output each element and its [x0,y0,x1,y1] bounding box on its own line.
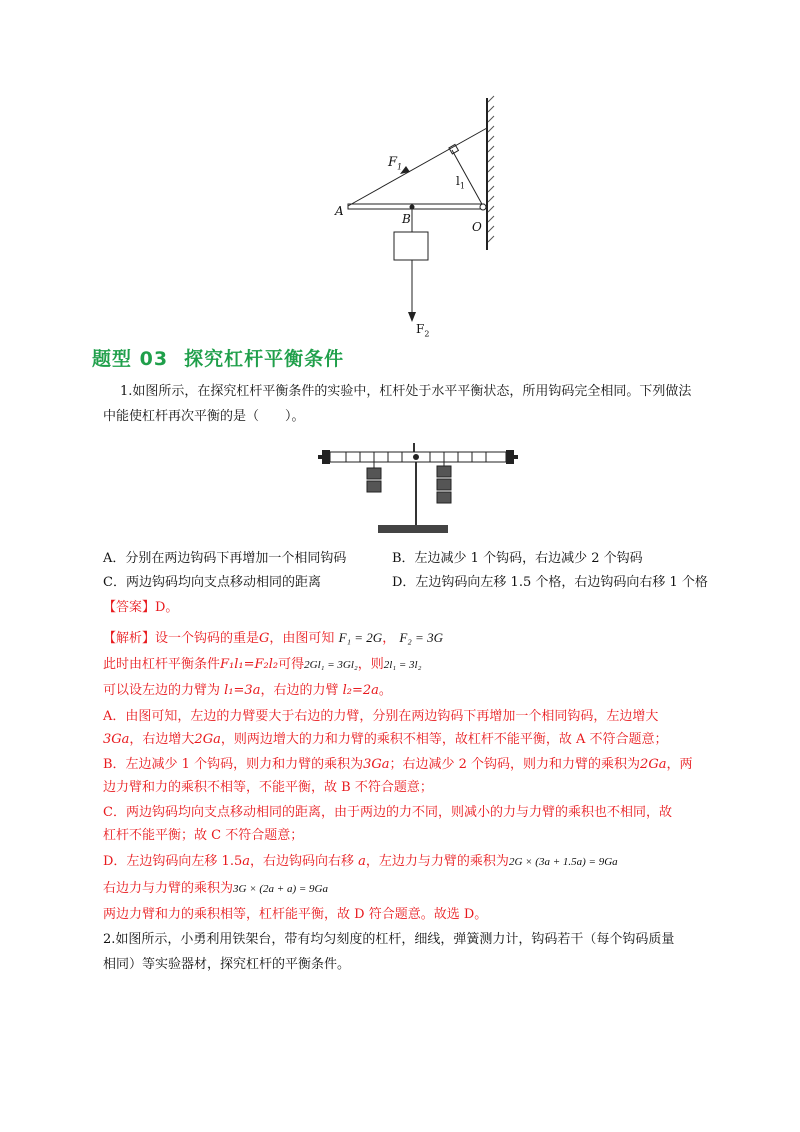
analysis-line2: 此时由杠杆平衡条件F₁l₁=F₂l₂可得2Gl₁ = 3Gl₂，则2l₁ = 3l₂ [103,657,422,672]
q2-line1: 2.如图所示，小勇利用铁架台，带有均匀刻度的杠杆，细线，弹簧测力计，钩码若干（每个钩码质量 [103,932,675,947]
label-l1: $l_1$ [456,174,465,191]
section-prefix: 题型 03 [92,348,169,370]
lever-force-diagram [330,90,510,340]
analysis-b-line1: B．左边减少 1 个钩码，则力和力臂的乘积为3Ga；右边减少 2 个钩码，则力和力臂的乘积为2Ga，两 [103,757,693,772]
analysis-line3: 可以设左边的力臂为 l₁=3a，右边的力臂 l₂=2a。 [103,683,392,698]
eq-f1: F₁ = 2G [338,630,383,645]
analysis-c-line1: C．两边钩码均向支点移动相同的距离，由于两边的力不同，则减小的力与力臂的乘积也不相同，故 [103,805,672,820]
analysis-a-line2: 3Ga，右边增大2Ga，则两边增大的力和力臂的乘积不相等，故杠杆不能平衡，故 A 不符合题意； [103,732,668,747]
q1-answer: 【答案】D。 [103,600,179,615]
section-heading: 探究杠杆平衡条件 [184,348,345,370]
q2-line2: 相同）等实验器材，探究杠杆的平衡条件。 [103,957,351,972]
analysis-c-line2: 杠杆不能平衡；故 C 不符合题意； [103,828,304,843]
analysis-a-line1: A．由图可知，左边的力臂要大于右边的力臂，分别在两边钩码下再增加一个相同钩码，左边增大 [103,709,659,724]
analysis-d-line2: 右边力与力臂的乘积为3G × (2a + a) = 9Ga [103,881,328,896]
label-F1: $F_1$ [388,155,403,172]
lever-balance-apparatus [316,438,522,538]
q1-stem-line2: 中能使杠杆再次平衡的是（ ）。 [103,409,305,424]
label-B: B [402,212,411,226]
q1-option-d: D．左边钩码向左移 1.5 个格，右边钩码向右移 1 个格 [392,575,708,590]
section-title [92,344,360,371]
eq-left-product: 2G × (3a + 1.5a) = 9Ga [508,856,618,868]
analysis-line1: 【解析】设一个钩码的重是G，由图可知 F₁ = 2G， F₂ = 3G [103,630,443,646]
eq-right-product: 3G × (2a + a) = 9Ga [233,883,328,895]
q1-option-a: A．分别在两边钩码下再增加一个相同钩码 [103,551,347,566]
label-A: A [335,204,344,218]
eq-balance: 2Gl₁ = 3Gl₂ [304,659,358,671]
eq-f2: F₂ = 3G [399,630,443,645]
label-O: O [472,220,482,234]
analysis-d-line1: D．左边钩码向左移 1.5a，右边钩码向右移 a，左边力与力臂的乘积为2G × (3a + 1.5a) = 9Ga [103,854,618,869]
q1-option-c: C．两边钩码均向支点移动相同的距离 [103,575,321,590]
analysis-d-line3: 两边力臂和力的乘积相等，杠杆能平衡，故 D 符合题意。故选 D。 [103,907,488,922]
eq-ratio: 2l₁ = 3l₂ [383,659,422,671]
q1-stem-line1: 1.如图所示，在探究杠杆平衡条件的实验中，杠杆处于水平平衡状态，所用钩码完全相同。下列做法 [120,384,692,399]
label-F2: $F_2$ [416,322,430,339]
analysis-b-line2: 边力臂和力的乘积不相等，不能平衡，故 B 不符合题意； [103,780,433,795]
q1-option-b: B．左边减少 1 个钩码，右边减少 2 个钩码 [392,551,643,566]
